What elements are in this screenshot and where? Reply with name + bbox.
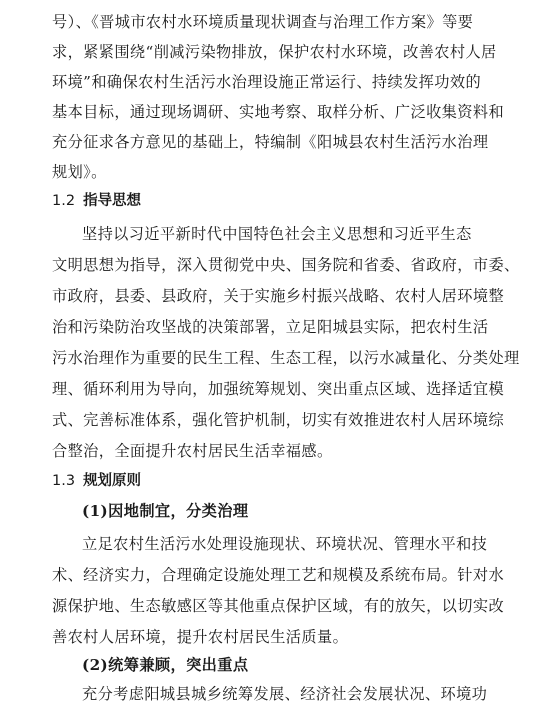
para1-line-5: 充分征求各方意见的基础上，特编制《阳城县农村生活污水治理 bbox=[52, 133, 489, 151]
principle-2-title: (2)统筹兼顾，突出重点 bbox=[82, 656, 249, 674]
para3-line-3: 源保护地、生态敏感区等其他重点保护区域，有的放矢，以切实改 bbox=[52, 597, 505, 615]
section-number: 1.2 bbox=[52, 193, 76, 209]
para2-line-2: 文明思想为指导，深入贯彻党中央、国务院和省委、省政府，市委、 bbox=[52, 256, 520, 274]
para1-line-3: 环境”和确保农村生活污水治理设施正常运行、持续发挥功效的 bbox=[52, 73, 482, 91]
para2-line-5: 污水治理作为重要的民生工程、生态工程，以污水减量化、分类处理 bbox=[52, 349, 520, 367]
para1-line-6: 规划》。 bbox=[52, 163, 107, 181]
para2-line-6: 理、循环利用为导向，加强统筹规划、突出重点区域、选择适宜模 bbox=[52, 380, 505, 398]
para2-line-7: 式、完善标准体系，强化管护机制，切实有效推进农村人居环境综 bbox=[52, 411, 505, 429]
para2-line-1: 坚持以习近平新时代中国特色社会主义思想和习近平生态 bbox=[82, 225, 472, 243]
para1-line-1: 号）、《晋城市农村水环境质量现状调查与治理工作方案》等要 bbox=[52, 13, 474, 31]
principle-1-title: (1)因地制宜，分类治理 bbox=[82, 502, 249, 520]
section-title: 指导思想 bbox=[83, 193, 142, 209]
para3-line-4: 善农村人居环境，提升农村居民生活质量。 bbox=[52, 628, 349, 646]
section-title: 规划原则 bbox=[83, 473, 142, 489]
para1-line-4: 基本目标，通过现场调研、实地考察、取样分析、广泛收集资料和 bbox=[52, 103, 505, 121]
section-heading-1-3 bbox=[52, 468, 141, 494]
section-heading-1-2 bbox=[52, 188, 141, 214]
para2-line-4: 治和污染防治攻坚战的决策部署，立足阳城县实际，把农村生活 bbox=[52, 318, 489, 336]
section-number: 1.3 bbox=[52, 473, 76, 489]
para2-line-3: 市政府，县委、县政府，关于实施乡村振兴战略、农村人居环境整 bbox=[52, 287, 505, 305]
para3-line-1: 立足农村生活污水处理设施现状、环境状况、管理水平和技 bbox=[82, 535, 488, 553]
para2-line-8: 合整治，全面提升农村居民生活幸福感。 bbox=[52, 442, 333, 460]
para3-line-2: 术、经济实力，合理确定设施处理工艺和规模及系统布局。针对水 bbox=[52, 566, 505, 584]
para1-line-2: 求，紧紧围绕“削减污染物排放，保护农村水环境，改善农村人居 bbox=[52, 43, 497, 61]
para4-line-1: 充分考虑阳城县城乡统筹发展、经济社会发展状况、环境功 bbox=[82, 685, 488, 703]
